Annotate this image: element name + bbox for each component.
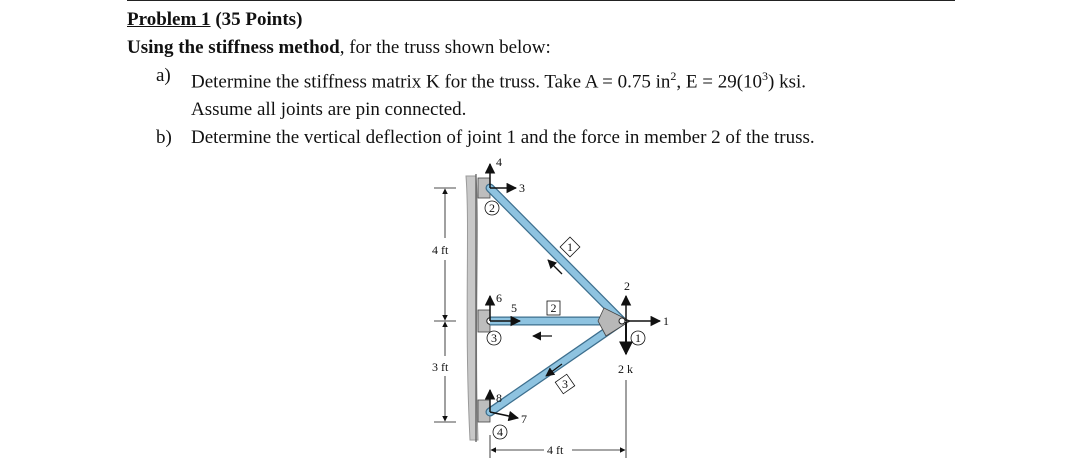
load-label: 2 k bbox=[618, 362, 633, 376]
item-a-sup-1: 2 bbox=[670, 69, 677, 83]
problem-title-main: Problem 1 bbox=[127, 9, 211, 30]
problem-text bbox=[127, 6, 1007, 152]
item-a bbox=[127, 62, 1007, 124]
dof-3-label: 3 bbox=[519, 181, 525, 195]
dim-bottom: 4 ft bbox=[547, 443, 564, 457]
item-a-text-3: ) ksi. bbox=[768, 71, 807, 93]
item-a-text-2: , E = 29(10 bbox=[676, 71, 763, 93]
item-a-sup-2: 3 bbox=[762, 69, 769, 83]
dim-left-bottom: 3 ft bbox=[432, 360, 449, 374]
joint-1-label: 1 bbox=[635, 331, 641, 345]
item-b-text: Determine the vertical deflection of joint 1 and the force in member 2 of the truss. bbox=[191, 127, 815, 149]
member-3-fill bbox=[490, 321, 622, 412]
intro-bold: Using the stiffness method bbox=[127, 37, 340, 58]
joint-1-pin bbox=[619, 318, 625, 324]
joint-2-label: 2 bbox=[489, 201, 495, 215]
member-1-label: 1 bbox=[567, 240, 573, 254]
intro-rest: , for the truss shown below: bbox=[339, 37, 551, 58]
dof-5-label: 5 bbox=[511, 301, 517, 315]
dof-8-label: 8 bbox=[496, 391, 502, 405]
dim-left-top: 4 ft bbox=[432, 243, 449, 257]
dof-7-arrow bbox=[490, 412, 518, 418]
top-rule bbox=[127, 0, 955, 1]
member-3-label: 3 bbox=[562, 377, 568, 391]
item-b-label: b) bbox=[156, 127, 172, 149]
dof-4-label: 4 bbox=[496, 155, 502, 169]
dof-7-label: 7 bbox=[521, 412, 527, 426]
item-a-label: a) bbox=[156, 65, 171, 86]
problem-intro bbox=[127, 34, 1007, 62]
dof-2-label: 2 bbox=[624, 279, 630, 293]
joint-3-label: 3 bbox=[491, 331, 497, 345]
problem-points: (35 Points) bbox=[210, 9, 303, 30]
member-2-label: 2 bbox=[550, 301, 557, 315]
truss-figure bbox=[420, 150, 680, 464]
item-a-line-2: Assume all joints are pin connected. bbox=[191, 99, 467, 121]
item-b bbox=[127, 124, 1007, 152]
truss-diagram bbox=[420, 150, 680, 464]
dof-1-label: 1 bbox=[663, 314, 669, 328]
problem-title bbox=[127, 6, 1007, 34]
item-a-text-1: Determine the stiffness matrix K for the truss. Take A = 0.75 in bbox=[191, 71, 671, 93]
dof-6-label: 6 bbox=[496, 291, 502, 305]
joint-4-label: 4 bbox=[497, 425, 503, 439]
